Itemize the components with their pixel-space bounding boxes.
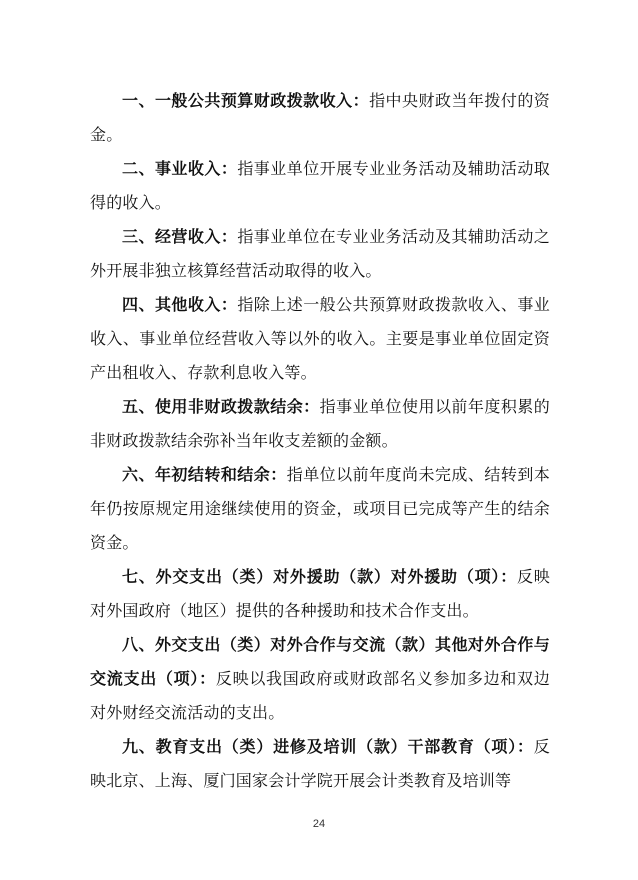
paragraph-7 xyxy=(90,560,550,628)
definition-2: 指事业单位开展专业业务活动及辅助活动取得的收入。 xyxy=(90,159,550,212)
paragraph-6 xyxy=(90,458,550,560)
page-number: 24 xyxy=(312,818,326,830)
definition-7: 反映对外国政府（地区）提供的各种援助和技术合作支出。 xyxy=(90,567,550,620)
definition-4: 指除上述一般公共预算财政拨款收入、事业收入、事业单位经营收入等以外的收入。主要是事业单位固定资产出租收入、存款利息收入等。 xyxy=(90,295,550,382)
definition-9: 反映北京、上海、厦门国家会计学院开展会计类教育及培训等 xyxy=(90,737,550,790)
paragraph-2 xyxy=(90,152,550,220)
paragraph-8 xyxy=(90,628,550,730)
body-text xyxy=(90,84,550,798)
definition-5: 指事业单位使用以前年度积累的非财政拨款结余弥补当年收支差额的金额。 xyxy=(90,397,550,450)
term-6: 六、年初结转和结余： xyxy=(122,465,287,484)
paragraph-5 xyxy=(90,390,550,458)
term-3: 三、经营收入： xyxy=(122,227,238,246)
term-1: 一、一般公共预算财政拨款收入： xyxy=(122,91,370,110)
paragraph-1 xyxy=(90,84,550,152)
term-8: 八、外交支出（类）对外合作与交流（款）其他对外合作与交流支出（项）： xyxy=(90,635,550,688)
term-5: 五、使用非财政拨款结余： xyxy=(122,397,320,416)
term-9: 九、教育支出（类）进修及培训（款）干部教育（项）： xyxy=(122,737,534,756)
paragraph-9 xyxy=(90,730,550,798)
term-2: 二、事业收入： xyxy=(122,159,238,178)
paragraph-4 xyxy=(90,288,550,390)
paragraph-3 xyxy=(90,220,550,288)
definition-8: 反映以我国政府或财政部名义参加多边和双边对外财经交流活动的支出。 xyxy=(90,669,550,722)
definition-3: 指事业单位在专业业务活动及其辅助活动之外开展非独立核算经营活动取得的收入。 xyxy=(90,227,550,280)
definition-6: 指单位以前年度尚未完成、结转到本年仍按原规定用途继续使用的资金，或项目已完成等产生的结余资金。 xyxy=(90,465,550,552)
definition-1: 指中央财政当年拨付的资金。 xyxy=(90,91,550,144)
term-4: 四、其他收入： xyxy=(122,295,238,314)
term-7: 七、外交支出（类）对外援助（款）对外援助（项）： xyxy=(122,567,517,586)
